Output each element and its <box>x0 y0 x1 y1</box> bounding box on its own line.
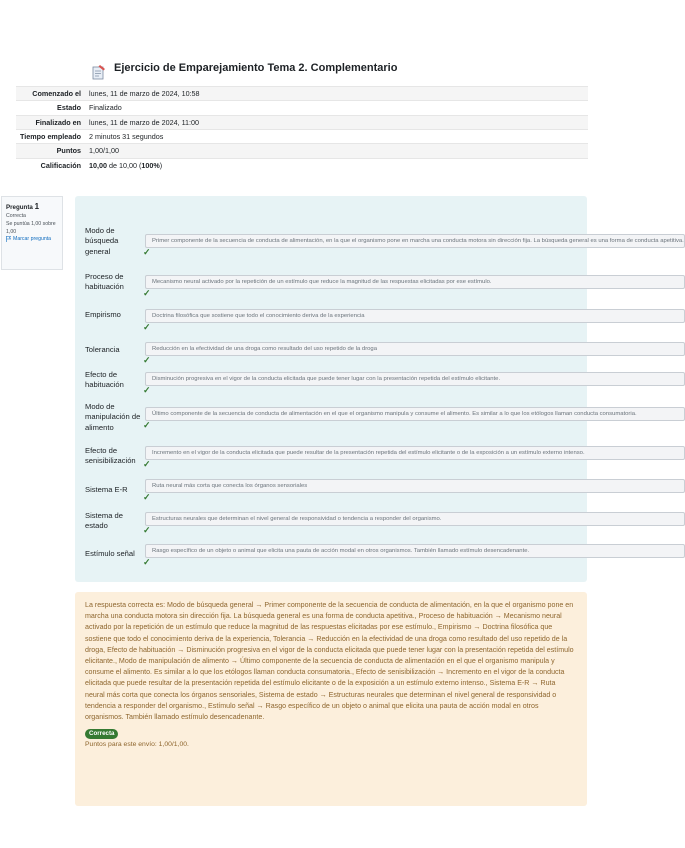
summary-label: Comenzado el <box>32 89 81 98</box>
correct-check-icon: ✓ <box>143 525 151 535</box>
grade-percent: 100% <box>141 160 160 170</box>
correct-check-icon: ✓ <box>143 492 151 502</box>
summary-label: Estado <box>57 103 81 113</box>
summary-value: Finalizado <box>89 103 122 113</box>
summary-row <box>16 130 588 144</box>
correct-check-icon: ✓ <box>143 322 151 332</box>
right-answer-text: La respuesta correcta es: Modo de búsqueda general → Primer componente de la secuencia de conducta de alimentación, en la que el organismo pone en marcha una conducta motora sin dirección fija. La búsqueda general es una forma de conducta apetitiva., Proceso de habituación → Mecanismo neural activado por la repetición de un estímulo que reduce la magnitud de las respuestas elicitadas por ese estímulo., Empirismo → Doctrina filosófica que sostiene que todo el conocimiento deriva de la experiencia, Tolerancia → Reducción en la efectividad de una droga como resultado del uso repetido de la droga, Efecto de habituación → Disminución progresiva en el vigor de la conducta elicitada que puede tener lugar con la presentación repetida del estímulo elicitante., Modo de manipulación de alimento → Último componente de la secuencia de conducta de alimentación en el que el organismo manipula y consume el alimento. Es similar a lo que los etólogos llaman conducta consumatoria., Efecto de senisibilización → Incremento en el vigor de la conducta elicitada que puede resultar de la presentación repetida del estímulo elicitante o de la exposición a un estímulo externo intenso., Sistema E-R → Ruta neural más corta que conecta los órganos sensoriales, Sistema de estado → Estructuras neurales que determinan el nivel general de responsividad o tendencia a responder del organismo., Estímulo señal → Rasgo específico de un objeto o animal que elicita una pauta de acción modal en otros organismos. También llamado estímulo desencadenante. <box>85 601 574 722</box>
summary-value: 2 minutos 31 segundos <box>89 132 164 142</box>
quiz-icon <box>92 64 106 80</box>
flag-question-link[interactable] <box>6 236 58 244</box>
match-stem: Tolerancia <box>85 345 120 354</box>
question-number <box>6 201 58 213</box>
question-number-value: 1 <box>34 202 40 211</box>
attempt-summary-table <box>16 86 588 172</box>
match-stem: Empirismo <box>85 310 121 319</box>
correct-check-icon: ✓ <box>143 355 151 365</box>
match-answer-select[interactable]: Estructuras neurales que determinan el nivel general de responsividad o tendencia a responder del organismo. <box>145 512 685 526</box>
match-stem: Modo de manipulación de alimento <box>85 402 141 432</box>
summary-value: 1,00/1,00 <box>89 146 119 156</box>
match-stem: Modo de búsqueda general <box>85 226 119 256</box>
match-stem: Efecto de senisibilización <box>85 446 136 466</box>
page-title: Ejercicio de Emparejamiento Tema 2. Complementario <box>114 62 398 74</box>
match-answer-select[interactable]: Disminución progresiva en el vigor de la conducta elicitada que puede tener lugar con la presentación repetida del estímulo elicitante. <box>145 372 685 386</box>
summary-label: Puntos <box>56 146 81 156</box>
summary-row <box>16 115 588 129</box>
summary-row <box>16 87 588 101</box>
match-stem: Proceso de habituación <box>85 272 124 292</box>
question-content <box>75 196 684 582</box>
match-stem: Sistema E-R <box>85 485 128 494</box>
correct-check-icon: ✓ <box>143 420 151 430</box>
summary-row <box>16 144 588 158</box>
question-info <box>1 196 63 270</box>
match-answer-select[interactable]: Incremento en el vigor de la conducta elicitada que puede resultar de la presentación repetida del estímulo elicitante o de la exposición a un estímulo externo intenso. <box>145 446 685 460</box>
match-answer-select[interactable]: Primer componente de la secuencia de conducta de alimentación, en la que el organismo pone en marcha una conducta motora sin dirección fija. La búsqueda general es una forma de conducta apetitiva. <box>145 234 685 248</box>
grade-value: 10,00 <box>89 160 107 170</box>
match-stem: Estímulo señal <box>85 549 135 558</box>
summary-label: Calificación <box>40 160 81 170</box>
grade-close: ) <box>159 160 163 170</box>
match-answer-select[interactable]: Mecanismo neural activado por la repetición de un estímulo que reduce la magnitud de las respuestas elicitadas por ese estímulo. <box>145 275 685 289</box>
question-grade: Se puntúa 1,00 sobre 1,00 <box>6 220 56 235</box>
question-label: Pregunta <box>6 204 33 211</box>
flag-label: Marcar pregunta <box>13 236 52 243</box>
match-answer-select[interactable]: Último componente de la secuencia de conducta de alimentación en el que el organismo manipula y consume el alimento. Es similar a lo que los etólogos llaman conducta consumatoria. <box>145 407 685 421</box>
match-stem: Efecto de habituación <box>85 370 124 390</box>
correct-check-icon: ✓ <box>143 247 151 257</box>
match-answer-select[interactable]: Rasgo específico de un objeto o animal que elicita una pauta de acción modal en otros organismos. También llamado estímulo desencadenante. <box>145 544 685 558</box>
match-answer-select[interactable]: Ruta neural más corta que conecta los órganos sensoriales <box>145 479 685 493</box>
summary-label: Finalizado en <box>35 117 81 127</box>
summary-value <box>85 158 588 172</box>
match-answer-select[interactable]: Reducción en la efectividad de una droga como resultado del uso repetido de la droga <box>145 342 685 356</box>
correct-check-icon: ✓ <box>143 459 151 469</box>
page-header <box>92 58 397 78</box>
correct-check-icon: ✓ <box>143 288 151 298</box>
flag-icon <box>6 236 11 242</box>
summary-label: Tiempo empleado <box>20 132 81 142</box>
summary-value: lunes, 11 de marzo de 2024, 10:58 <box>89 89 200 98</box>
match-stem: Sistema de estado <box>85 511 123 531</box>
grade-max: de 10,00 ( <box>107 160 142 170</box>
submission-mark: Puntos para este envío: 1,00/1,00. <box>85 741 189 749</box>
feedback-box <box>75 592 587 806</box>
correct-check-icon: ✓ <box>143 557 151 567</box>
summary-row <box>16 101 588 115</box>
question-state: Correcta <box>6 213 26 219</box>
summary-row <box>16 158 588 172</box>
summary-value: lunes, 11 de marzo de 2024, 11:00 <box>89 117 200 127</box>
correct-badge: Correcta <box>85 729 118 739</box>
match-answer-select[interactable]: Doctrina filosófica que sostiene que todo el conocimiento deriva de la experiencia <box>145 309 685 323</box>
correct-check-icon: ✓ <box>143 385 151 395</box>
